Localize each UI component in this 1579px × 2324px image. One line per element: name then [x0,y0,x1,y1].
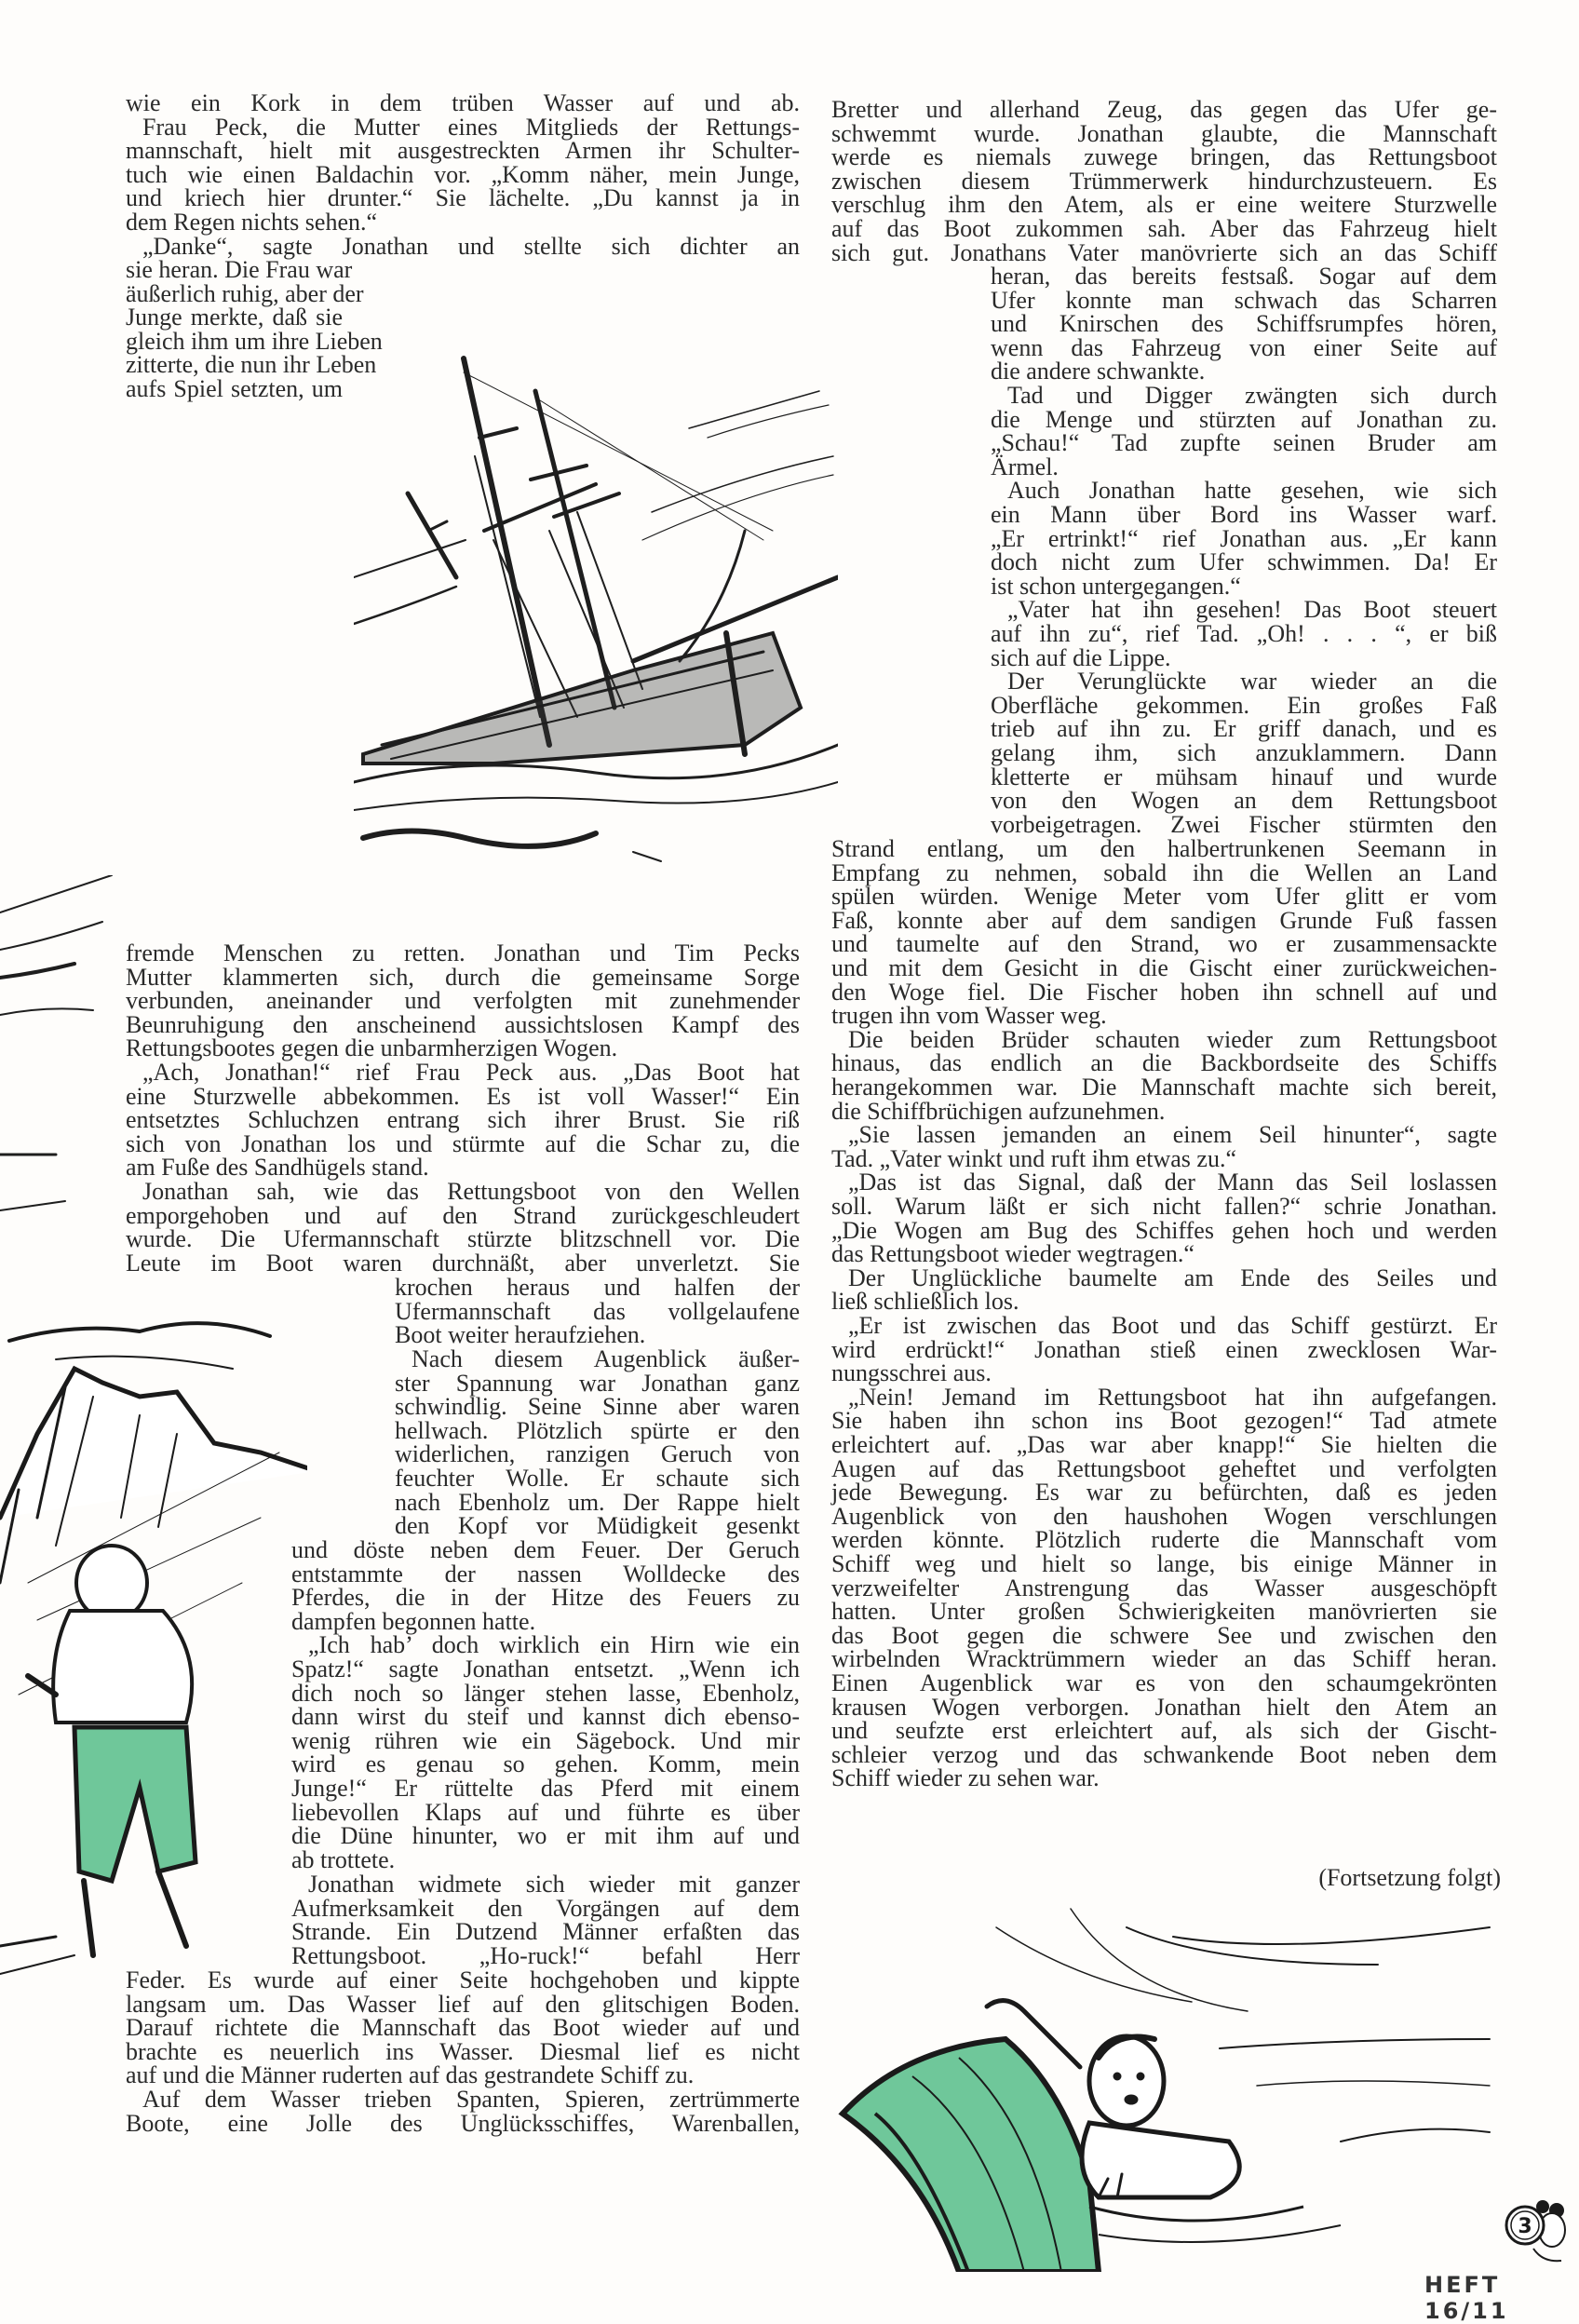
text-line: feuchter Wolle. Er schaute sich [395,1465,800,1492]
text-line: Auf dem Wasser trieben Spanten, Spieren, zertrümmerte [142,2086,800,2113]
text-line: Tad. „Vater winkt und ruft ihm etwas zu.“ [831,1144,1236,1172]
text-line: dann wirst du steif und kannst dich ebenso- [291,1703,800,1731]
text-line: Augen auf das Rettungsboot geheftet und verfolgten [831,1454,1497,1482]
text-line: die andere schwankte. [991,358,1206,385]
text-line: wurde. Die Ufermannschaft stürzte blitzschnell vor. Die [126,1225,800,1253]
text-line: ist schon untergegangen.“ [991,572,1241,600]
text-line: fremde Menschen zu retten. Jonathan und Tim Pecks [126,939,800,966]
text-line: krochen heraus und halfen der [395,1274,800,1301]
text-line: „Die Wogen am Bug des Schiffes gehen hoch und werden [831,1216,1497,1244]
left-wave-sketch-illustration [0,875,130,1266]
text-line: werde es niemals zuwege bringen, das Rettungsboot [831,143,1497,171]
text-line: trieb auf ihn zu. Er griff danach, und es [991,715,1497,743]
text-line: widerlichen, ranzigen Geruch von [395,1440,800,1468]
mascot-badge-number: 3 [1518,2215,1532,2238]
text-line: wird erdrückt!“ Jonathan stieß einen zwecklosen War- [831,1335,1497,1363]
text-line: Schiff wieder zu sehen war. [831,1764,1100,1792]
text-line: „Ich hab’ doch wirklich ein Hirn wie ein [308,1631,800,1659]
man-on-barrel-illustration [819,1899,1508,2272]
text-line: Frau Peck, die Mutter eines Mitglieds der Rettungs- [142,113,800,141]
text-line: sich auf die Lippe. [991,643,1171,671]
text-line: Junge!“ Er rüttelte das Pferd mit einem [291,1775,800,1802]
text-line: Der Verunglückte war wieder an die [1007,668,1497,696]
text-line: den Kopf vor Müdigkeit gesenkt [395,1512,800,1540]
text-line: „Er ertrinkt!“ rief Jonathan aus. „Er kann [991,524,1497,552]
text-line: soll. Warum läßt er sich nicht fallen?“ schrie Jonathan. [831,1193,1497,1220]
text-line: Ärmel. [991,453,1059,480]
text-line: Pferdes, die in der Hitze des Feuers zu [291,1584,800,1612]
text-line: „Ach, Jonathan!“ rief Frau Peck aus. „Das Boot hat [142,1059,800,1086]
text-line: krausen Wogen verborgen. Jonathan hielt den Atem an [831,1693,1497,1721]
text-line: nungsschrei aus. [831,1359,992,1387]
text-line: die Menge und stürzten auf Jonathan zu. [991,405,1497,433]
text-line: Empfang zu nehmen, sobald ihn die Wellen an Land [831,858,1497,886]
text-line: Schiff weg und hielt so lange, bis einige Männer in [831,1550,1497,1577]
text-line: äußerlich ruhig, aber der [126,279,364,307]
text-line: spülen würden. Wenige Meter vom Ufer glitt er vom [831,883,1497,911]
text-line: nach Ebenholz um. Der Rappe hielt [395,1488,800,1516]
text-line: Ufer konnte man schwach das Scharren [991,286,1497,314]
boy-on-dune-illustration [0,1304,307,2002]
text-line: „Das ist das Signal, daß der Mann das Seil loslassen [848,1169,1497,1196]
text-line: brachte es neuerlich ins Wasser. Diesmal lief es nicht [126,2037,800,2065]
text-line: wenn das Fahrzeug von einer Seite auf [991,333,1497,361]
text-line: sie heran. Die Frau war [126,256,353,283]
text-line: Augenblick von den haushohen Wogen verschlungen [831,1502,1497,1530]
text-line: Der Unglückliche baumelte am Ende des Seiles und [848,1263,1497,1291]
text-line: Jonathan widmete sich wieder mit ganzer [308,1871,800,1898]
text-line: vorbeigetragen. Zwei Fischer stürmten den [991,810,1497,838]
text-line: Aufmerksamkeit den Vorgängen auf dem [291,1894,800,1922]
text-line: schwemmt wurde. Jonathan glaubte, die Mannschaft [831,119,1497,147]
text-line: Nach diesem Augenblick äußer- [412,1345,800,1372]
text-line: Faß, konnte aber auf dem sandigen Grunde Fuß fassen [831,906,1497,934]
text-line: wenig rühren wie ein Sägebock. Und mir [291,1726,800,1754]
text-line: und Knirschen des Schiffsrumpfes hören, [991,310,1497,338]
text-line: kletterte er mühsam hinauf und wurde [991,763,1497,790]
text-line: tuch wie einen Baldachin vor. „Komm näher, mein Junge, [126,160,800,188]
green-barrel-shape [843,2039,1099,2272]
text-line: Die beiden Brüder schauten wieder zum Rettungsboot [848,1025,1497,1053]
text-line: Sie haben ihn schon ins Boot gezogen!“ Tad atmete [831,1407,1497,1435]
text-line: Tad und Digger zwängten sich durch [1007,382,1497,409]
text-line: Rettungsbootes gegen die unbarmherzigen Wogen. [126,1034,618,1062]
text-line: hatten. Unter großen Schwierigkeiten manövrierten sie [831,1598,1497,1626]
text-line: sich gut. Jonathans Vater manövrierte sich an das Schiff [831,238,1497,266]
text-line: Junge merkte, daß sie [126,304,343,331]
green-trousers-shape [74,1727,196,1881]
text-line: mannschaft, hielt mit ausgestreckten Armen ihr Schulter- [126,137,800,165]
mascot-drum-icon [1501,2197,1575,2267]
text-line: und kriech hier drunter.“ Sie lächelte. „Du kannst ja in [126,184,800,212]
text-line: liebevollen Klaps auf und führte es über [291,1798,800,1826]
text-line: Boot weiter heraufziehen. [395,1321,646,1349]
text-line: Leute im Boot waren durchnäßt, aber unverletzt. Sie [126,1249,800,1277]
text-line: und seufzte erst erleichtert auf, als sich der Gischt- [831,1717,1497,1745]
text-line: Darauf richtete die Mannschaft das Boot wieder auf und [126,2014,800,2042]
text-line: Spatz!“ sagte Jonathan entsetzt. „Wenn ich [291,1655,800,1682]
text-line: die Schiffbrüchigen aufzunehmen. [831,1097,1166,1125]
text-line: verbunden, aneinander und verfolgten mit zunehmender [126,987,800,1015]
text-line: zwischen diesem Trümmerwerk hindurchzusteuern. Es [831,167,1497,195]
text-line: ein Mann über Bord ins Wasser warf. [991,501,1497,528]
text-line: ab trottete. [291,1845,396,1873]
text-line: und döste neben dem Feuer. Der Geruch [291,1536,800,1563]
issue-label: HEFT 16/11 [1424,2272,1509,2324]
continuation-note: (Fortsetzung folgt) [1318,1864,1501,1891]
text-line: wird es genau so gehen. Komm, mein [291,1750,800,1778]
text-line: und mit dem Gesicht in die Gischt einer zurückweichen- [831,954,1497,981]
text-line: „Vater hat ihn gesehen! Das Boot steuert [1007,596,1497,624]
text-line: Jonathan sah, wie das Rettungsboot von den Wellen [142,1178,800,1205]
text-line: trugen ihn vom Wasser weg. [831,1002,1107,1030]
text-line: Auch Jonathan hatte gesehen, wie sich [1007,477,1497,505]
text-line: sich von Jonathan los und stürmte auf die Schar zu, die [126,1129,800,1157]
text-line: „Nein! Jemand im Rettungsboot hat ihn aufgefangen. [848,1383,1497,1411]
text-line: verzweifelter Anstrengung das Wasser ausgeschöpft [831,1574,1497,1601]
text-line: Oberfläche gekommen. Ein großes Faß [991,691,1497,719]
text-line: erleichtert auf. „Das war aber knapp!“ Sie hielten die [831,1431,1497,1458]
text-line: ster Spannung war Jonathan ganz [395,1369,800,1397]
text-line: aufs Spiel setzten, um [126,375,343,402]
text-line: emporgehoben und auf den Strand zurückgeschleudert [126,1201,800,1229]
text-line: hellwach. Plötzlich spürte er den [395,1416,800,1444]
text-line: Bretter und allerhand Zeug, das gegen das Ufer ge- [831,96,1497,123]
text-line: eine Sturzwelle abbekommen. Es ist voll Wasser!“ Ein [126,1082,800,1110]
text-line: und taumelte auf den Strand, wo er zusammensackte [831,930,1497,958]
text-line: schleier verzog und das schwankende Boot neben dem [831,1740,1497,1768]
text-line: zitterte, die nun ihr Leben [126,351,377,379]
text-line: Feder. Es wurde auf einer Seite hochgehoben und kippte [126,1966,800,1993]
text-line: auf ihn zu“, rief Tad. „Oh! . . . “, er biß [991,620,1497,647]
text-line: „Er ist zwischen das Boot und das Schiff gestürzt. Er [848,1312,1497,1339]
text-line: dampfen begonnen hatte. [291,1607,536,1635]
text-line: Einen Augenblick war es von den schaumgekrönten [831,1669,1497,1696]
text-line: dem Regen nichts sehen.“ [126,209,378,236]
text-line: auf das Boot zukommen sah. Aber das Fahrzeug hielt [831,215,1497,242]
text-line: Rettungsboot. „Ho-ruck!“ befahl Herr [291,1941,800,1969]
text-line: ließ schließlich los. [831,1288,1019,1316]
text-line: wirbelnden Wracktrümmern wieder an das Schiff heran. [831,1645,1497,1673]
text-line: schwindlig. Seine Sinne aber waren [395,1393,800,1421]
text-line: werden könnte. Plötzlich ruderte die Mannschaft vom [831,1526,1497,1554]
text-line: entsetztes Schluchzen entrang sich ihrer Brust. Sie riß [126,1106,800,1134]
text-line: verschlug ihm den Atem, als er eine weitere Sturzwelle [831,191,1497,219]
text-line: doch nicht zum Ufer schwimmen. Da! Er [991,548,1497,576]
text-line: dich noch so länger stehen lasse, Ebenholz, [291,1679,800,1707]
text-line: Ufermannschaft das vollgelaufene [395,1297,800,1325]
text-line: gleich ihm um ihre Lieben [126,327,383,355]
text-line: herangekommen war. Die Mannschaft machte sich bereit, [831,1074,1497,1101]
text-line: auf und die Männer ruderten auf das gestrandete Schiff zu. [126,2061,695,2089]
text-line: Strande. Ein Dutzend Männer erfaßten das [291,1918,800,1946]
text-line: „Danke“, sagte Jonathan und stellte sich dichter an [142,232,800,260]
text-line: hinaus, das endlich an die Backbordseite des Schiffs [831,1049,1497,1077]
text-line: das Boot gegen die schwere See und zwischen den [831,1621,1497,1649]
shipwreck-illustration [354,354,838,875]
text-line: „Sie lassen jemanden an einem Seil hinunter“, sagte [848,1121,1497,1149]
text-line: Mutter klammerten sich, durch die gemeinsame Sorge [126,963,800,991]
text-line: den Woge fiel. Die Fischer hoben ihn schnell auf und [831,978,1497,1006]
text-line: „Schau!“ Tad zupfte seinen Bruder am [991,429,1497,457]
text-line: am Fuße des Sandhügels stand. [126,1154,429,1182]
text-line: jede Bewegung. Es war zu befürchten, daß es jeden [831,1479,1497,1507]
text-line: Strand entlang, um den halbertrunkenen Seemann in [831,835,1497,862]
text-line: von den Wogen an dem Rettungsboot [991,787,1497,815]
text-line: Beunruhigung den anscheinend aussichtslosen Kampf des [126,1010,800,1038]
text-line: die Düne hinunter, wo er mit ihm auf und [291,1822,800,1850]
text-line: wie ein Kork in dem trüben Wasser auf und ab. [126,89,800,116]
text-line: entstammte der nassen Wolldecke des [291,1560,800,1588]
text-line: heran, das bereits festsaß. Sogar auf dem [991,263,1497,290]
text-line: langsam um. Das Wasser lief auf den glitschigen Boden. [126,1990,800,2018]
text-line: gelang ihm, sich anzuklammern. Dann [991,739,1497,766]
text-line: das Rettungsboot wieder wegtragen.“ [831,1240,1194,1268]
text-line: Boote, eine Jolle des Unglücksschiffes, Warenballen, [126,2109,800,2137]
